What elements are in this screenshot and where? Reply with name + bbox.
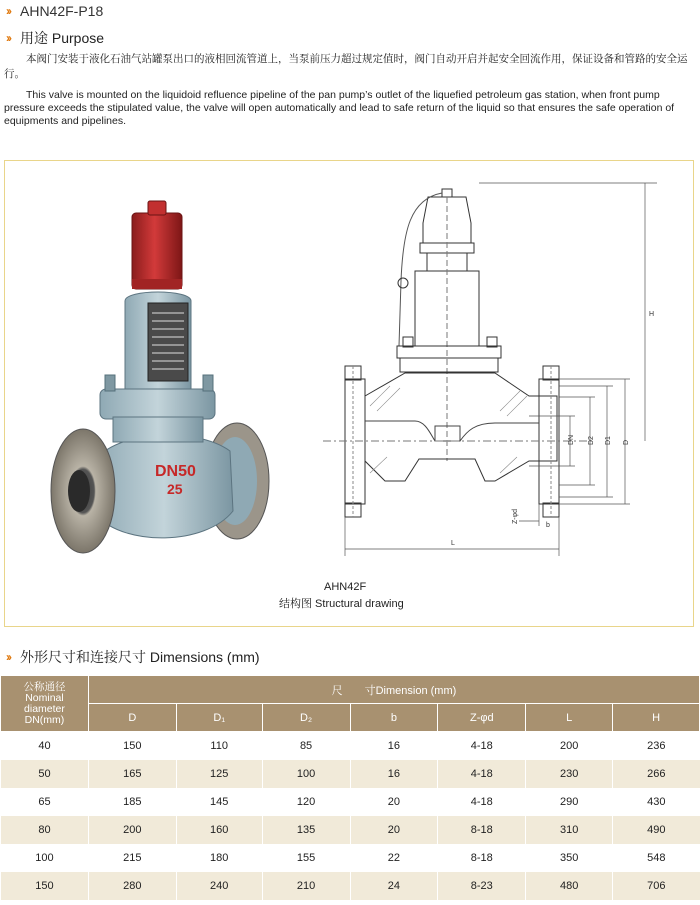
table-cell: 150	[88, 732, 176, 760]
table-cell: 8-18	[438, 844, 526, 872]
table-cell: 8-23	[438, 872, 526, 900]
table-cell: 4-18	[438, 760, 526, 788]
table-row	[1, 816, 700, 844]
table-cell: 210	[262, 872, 350, 900]
valve-marking-dn: DN50	[155, 463, 196, 480]
table-cell: 24	[350, 872, 438, 900]
col-header-d: D	[88, 704, 176, 732]
structural-drawing	[323, 183, 657, 556]
table-cell: 50	[1, 760, 89, 788]
table-cell: 65	[1, 788, 89, 816]
nominal-diameter-header: 公称通径 Nominal diameter DN(mm)	[1, 676, 89, 732]
table-cell: 310	[526, 816, 613, 844]
table-cell: 20	[350, 788, 438, 816]
table-cell: 16	[350, 732, 438, 760]
col-header-d2: D₂	[262, 704, 350, 732]
table-cell: 548	[613, 844, 700, 872]
table-cell: 706	[613, 872, 700, 900]
purpose-text-cn: 本阀门安装于液化石油气站罐泵出口的液相回流管道上，当泵前压力超过规定值时，阀门自动开启并起安全回流作用，保证设备和管路的安全运行。	[4, 53, 688, 80]
model-title: AHN42F-P18	[20, 3, 104, 19]
table-cell: 490	[613, 816, 700, 844]
table-row	[1, 732, 700, 760]
dim-label-d: D	[623, 439, 630, 445]
table-cell: 135	[262, 816, 350, 844]
table-cell: 4-18	[438, 788, 526, 816]
table-row	[1, 844, 700, 872]
table-cell: 280	[88, 872, 176, 900]
table-cell: 4-18	[438, 732, 526, 760]
dimensions-table	[0, 675, 700, 900]
table-cell: 350	[526, 844, 613, 872]
chevron-right-icon: ››	[6, 4, 10, 18]
dim-label-d1: D1	[605, 436, 612, 445]
table-cell: 290	[526, 788, 613, 816]
dimensions-heading	[6, 647, 260, 667]
table-row	[1, 872, 700, 900]
table-cell: 165	[88, 760, 176, 788]
table-cell: 22	[350, 844, 438, 872]
figure-svg	[5, 161, 695, 628]
dimensions-title: 外形尺寸和连接尺寸 Dimensions (mm)	[20, 649, 260, 665]
table-cell: 236	[613, 732, 700, 760]
table-cell: 20	[350, 816, 438, 844]
col-header-l: L	[526, 704, 613, 732]
dim-label-dn: DN	[568, 434, 575, 445]
dim-label-h: H	[649, 311, 655, 318]
table-cell: 430	[613, 788, 700, 816]
dimension-group-header: 尺 寸Dimension (mm)	[88, 676, 699, 704]
table-cell: 240	[176, 872, 262, 900]
table-cell: 16	[350, 760, 438, 788]
valve-marking-pn: 25	[167, 481, 183, 497]
table-cell: 85	[262, 732, 350, 760]
chevron-right-icon: ››	[6, 31, 10, 45]
table-cell: 200	[526, 732, 613, 760]
col-header-b: b	[350, 704, 438, 732]
table-cell: 150	[1, 872, 89, 900]
table-cell: 200	[88, 816, 176, 844]
table-cell: 80	[1, 816, 89, 844]
table-cell: 145	[176, 788, 262, 816]
table-cell: 100	[262, 760, 350, 788]
table-cell: 40	[1, 732, 89, 760]
table-cell: 120	[262, 788, 350, 816]
purpose-heading	[6, 28, 104, 48]
dim-label-d2: D2	[588, 436, 595, 445]
dim-label-zd: Z-φd	[512, 508, 519, 524]
table-cell: 155	[262, 844, 350, 872]
table-cell: 266	[613, 760, 700, 788]
dim-label-b: b	[546, 522, 550, 529]
figure-frame	[4, 160, 694, 627]
table-cell: 185	[88, 788, 176, 816]
table-row	[1, 788, 700, 816]
table-cell: 8-18	[438, 816, 526, 844]
table-cell: 110	[176, 732, 262, 760]
col-header-zd: Z-φd	[438, 704, 526, 732]
dim-label-l: L	[451, 540, 455, 547]
table-cell: 160	[176, 816, 262, 844]
col-header-h: H	[613, 704, 700, 732]
table-cell: 100	[1, 844, 89, 872]
col-header-d1: D₁	[176, 704, 262, 732]
model-heading	[6, 3, 103, 19]
table-cell: 180	[176, 844, 262, 872]
figure-caption-model: AHN42F	[324, 581, 367, 593]
purpose-title: 用途 Purpose	[20, 30, 105, 46]
table-cell: 125	[176, 760, 262, 788]
table-cell: 215	[88, 844, 176, 872]
table-cell: 230	[526, 760, 613, 788]
figure-caption: 结构图 Structural drawing	[279, 598, 404, 610]
table-row	[1, 760, 700, 788]
chevron-right-icon: ››	[6, 650, 10, 664]
valve-photo	[51, 201, 269, 553]
table-cell: 480	[526, 872, 613, 900]
purpose-text-en: This valve is mounted on the liquidoid refluence pipeline of the pan pump’s outlet of the liquefied petroleum gas station, when front pump pressure exceeds the stipulated value, the valve will open automatically and lead to safe return of the liquid so that ensures the safe operation of equipments and pipelines.	[4, 89, 675, 127]
